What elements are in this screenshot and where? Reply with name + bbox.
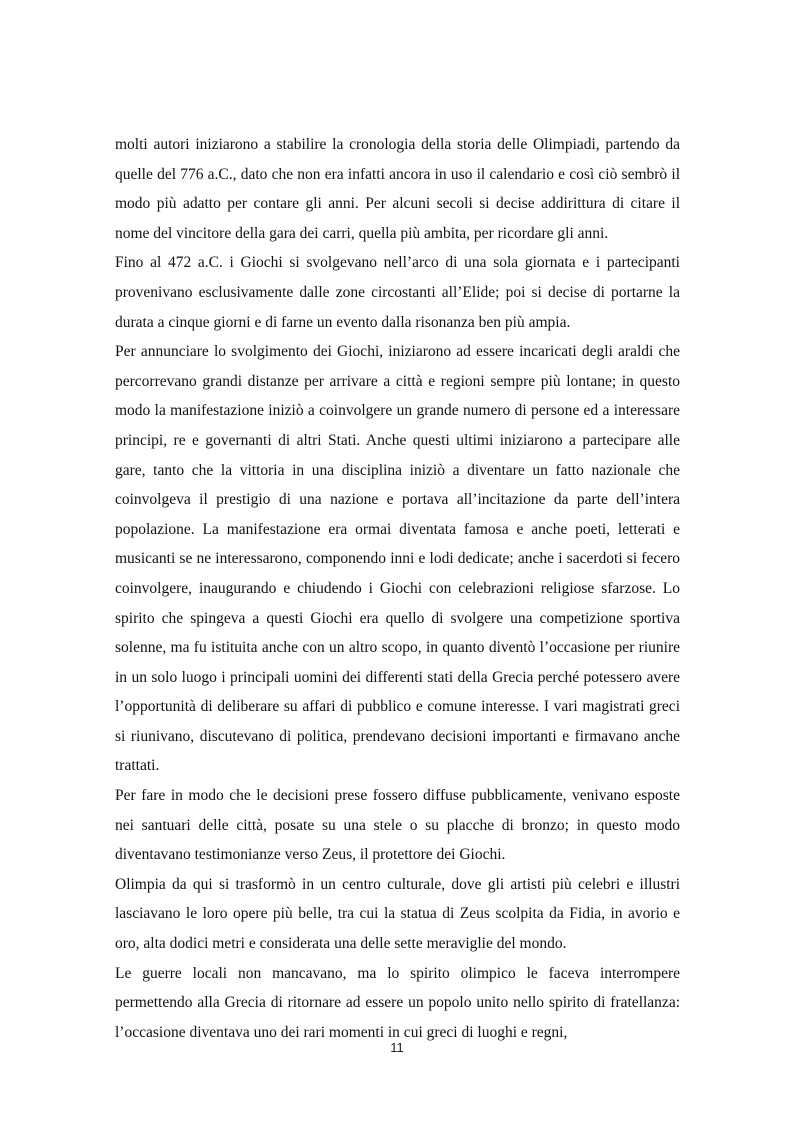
paragraph-2: Fino al 472 a.C. i Giochi si svolgevano nell’arco di una sola giornata e i partecipanti provenivano esclusivamente dalle zone circostanti all’Elide; poi si decise di portarne la durata a cinque giorni e di farne un evento dalla risonanza ben più ampia. bbox=[115, 254, 680, 331]
paragraph-4: Per fare in modo che le decisioni prese fossero diffuse pubblicamente, venivano esposte nei santuari delle città, posate su una stele o su placche di bronzo; in questo modo diventavano testimonianze verso Zeus, il protettore dei Giochi. bbox=[115, 787, 680, 864]
paragraph-6: Le guerre locali non mancavano, ma lo spirito olimpico le faceva interrompere permettendo alla Grecia di ritornare ad essere un popolo unito nello spirito di fratellanza: l’occasione diventava uno dei rari momenti in cui greci di luoghi e regni, bbox=[115, 964, 680, 1041]
body-text bbox=[115, 130, 680, 1047]
paragraph-1: molti autori iniziarono a stabilire la cronologia della storia delle Olimpiadi, partendo da quelle del 776 a.C., dato che non era infatti ancora in uso il calendario e così ciò sembrò il modo più adatto per contare gli anni. Per alcuni secoli si decise addirittura di citare il nome del vincitore della gara dei carri, quella più ambita, per ricordare gli anni. bbox=[115, 136, 680, 242]
page-number: 11 bbox=[390, 1040, 404, 1055]
paragraph-5: Olimpia da qui si trasformò in un centro culturale, dove gli artisti più celebri e illustri lasciavano le loro opere più belle, tra cui la statua di Zeus scolpita da Fidia, in avorio e oro, alta dodici metri e considerata una delle sette meraviglie del mondo. bbox=[115, 875, 680, 953]
paragraph-3: Per annunciare lo svolgimento dei Giochi, iniziarono ad essere incaricati degli araldi che percorrevano grandi distanze per arrivare a città e regioni sempre più lontane; in questo modo la manifestazione iniziò a coinvolgere un grande numero di persone ed a interessare principi, re e governanti di altri Stati. Anche questi ultimi iniziarono a partecipare alle gare, tanto che la vittoria in una disciplina iniziò a diventare un fatto nazionale che coinvolgeva il prestigio di una nazione e portava all’incitazione da parte dell’intera popolazione. La manifestazione era ormai diventata famosa e anche poeti, letterati e musicanti se ne interessarono, componendo inni e lodi dedicate; anche i sacerdoti si fecero coinvolgere, inaugurando e chiudendo i Giochi con celebrazioni religiose sfarzose. Lo spirito che spingeva a questi Giochi era quello di svolgere una competizione sportiva solenne, ma fu istituita anche con un altro scopo, in quanto diventò l’occasione per riunire in un solo luogo i principali uomini dei differenti stati della Grecia perché potessero avere l’opportunità di deliberare su affari di pubblico e comune interesse. I vari magistrati greci si riunivano, discutevano di politica, prendevano decisioni importanti e firmavano anche trattati. bbox=[115, 343, 680, 775]
